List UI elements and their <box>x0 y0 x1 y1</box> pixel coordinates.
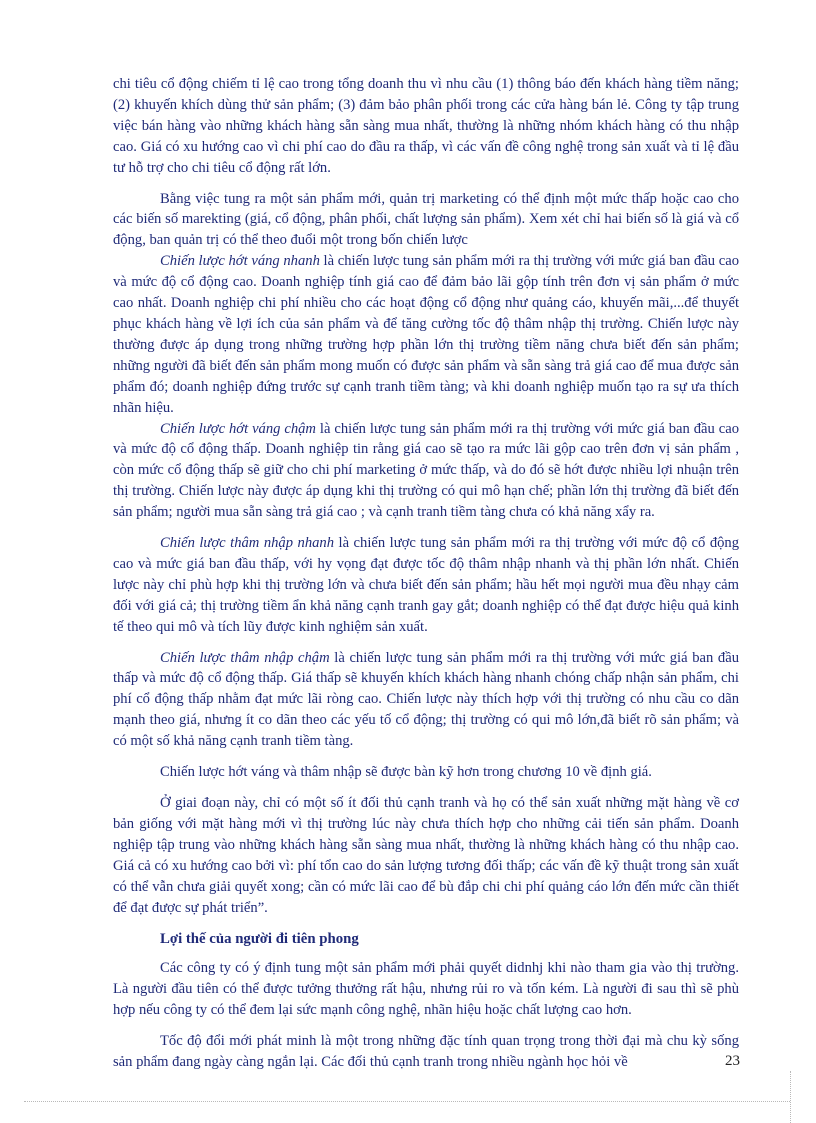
paragraph-slow-penetration <box>113 648 739 753</box>
term-rapid-skimming: Chiến lược hớt váng nhanh <box>160 253 320 270</box>
paragraph-slow-skimming <box>113 419 739 524</box>
rapid-penetration-text: là chiến lược tung sản phẩm mới ra thị trường với mức độ cổ động cao và mức giá ban đầu thấp, với hy vọng đạt được tốc độ thâm nhập nhanh và thị phần lớn nhất. Chiến lược này chỉ phù hợp khi thị trường lớn và chưa biết đến sản phẩm; hầu hết mọi người mua đều nhạy cảm đối với giá cả; thị trường tiềm ẩn khả năng cạnh tranh gay gắt; doanh nghiệp có thể đạt được hiệu quả kinh tế theo qui mô và tích lũy được kinh nghiệm sản xuất. <box>113 535 740 635</box>
term-slow-penetration: Chiến lược thâm nhập chậm <box>160 649 330 666</box>
rapid-skimming-text: là chiến lược tung sản phẩm mới ra thị trường với mức giá ban đầu cao và mức độ cổ động cao. Doanh nghiệp tính giá cao để đảm bảo lãi gộp tính trên đơn vị sản phẩm ở mức cao nhất. Doanh nghiệp chi phí nhiều cho các hoạt động cổ động như quảng cáo, khuyến mãi,...để thuyết phục khách hàng về lợi ích của sản phẩm và để tăng cường tốc độ thâm nhập thị trường. Chiến lược này thường được áp dụng trong những trường hợp phần lớn thị trường tiềm năng chưa biết đến sản phẩm; những người đã biết đến sản phẩm mong muốn có được sản phẩm và sẵn sàng trả giá cao để mua được sản phẩm đó; doanh nghiệp đứng trước sự cạnh tranh tiềm tàng; và khi doanh nghiệp muốn tạo ra sự ưa thích nhãn hiệu. <box>113 253 739 416</box>
paragraph-pioneer-advantage: Các công ty có ý định tung một sản phẩm mới phải quyết didnhj khi nào tham gia vào thị trường. Là người đầu tiên có thể được tưởng thưởng rất hậu, nhưng rủi ro và tốn kém. Là người đi sau thì sẽ phù hợp nếu công ty có thể đem lại sức mạnh công nghệ, nhãn hiệu hoặc chất lượng cao hơn. <box>113 960 739 1019</box>
paragraph-stage-description: Ở giai đoạn này, chỉ có một số ít đối thủ cạnh tranh và họ có thể sản xuất những mặt hàng về cơ bản giống với mặt hàng mới vì thị trường lúc này chưa thích hợp cho những cải tiến sản phẩm. Doanh nghiệp tập trung vào những khách hàng sẵn sàng mua nhất, thường là những khách hàng có thu nhập cao. Giá cả có xu hướng cao bởi vì: phí tổn cao do sản lượng tương đối thấp; các vấn đề kỹ thuật trong sản xuất có thể vẫn chưa giải quyết xong; cần có mức lãi cao để bù đắp chi chi phí quảng cáo lớn đến mức cần thiết để đạt được sự phát triển”. <box>113 795 739 916</box>
slow-penetration-text: là chiến lược tung sản phẩm mới ra thị trường với mức giá ban đầu thấp và mức độ cổ động thấp. Giá thấp sẽ khuyến khích khách hàng nhanh chóng chấp nhận sản phẩm, chi phí cổ động thấp nhằm đạt mức lãi ròng cao. Chiến lược này thích hợp với thị trường có nhu cầu co dãn mạnh theo giá, nhưng ít co dãn theo các yếu tố cổ động; thị trường có qui mô lớn,đã biết rõ sản phẩm; và có một số khả năng cạnh tranh tiềm tàng. <box>113 649 739 750</box>
section-heading: Lợi thế của người đi tiên phong <box>160 931 359 948</box>
document-body <box>113 74 739 1073</box>
page-number: 23 <box>725 1053 740 1069</box>
paragraph-chapter-reference: Chiến lược hớt váng và thâm nhập sẽ được bàn kỹ hơn trong chương 10 về định giá. <box>160 764 652 781</box>
paragraph-rapid-skimming <box>113 251 739 418</box>
paragraph-innovation-speed: Tốc độ đổi mới phát minh là một trong những đặc tính quan trọng trong thời đại mà chu kỳ sống sản phẩm đang ngày càng ngắn lại. Các đối thủ cạnh tranh trong nhiều ngành học hỏi về <box>113 1033 739 1070</box>
paragraph-intro-strategies: Bằng việc tung ra một sản phẩm mới, quản trị marketing có thể định một mức thấp hoặc cao cho các biến số marekting (giá, cổ động, phân phối, chất lượng sản phẩm). Xem xét chỉ hai biến số là giá và cổ động, ban quản trị có thể theo đuổi một trong bốn chiến lược <box>113 190 739 249</box>
footer-divider <box>24 1101 790 1102</box>
term-rapid-penetration: Chiến lược thâm nhập nhanh <box>160 535 335 552</box>
slow-skimming-text: là chiến lược tung sản phẩm mới ra thị trường với mức giá ban đầu cao và mức độ cổ động thấp. Doanh nghiệp tin rằng giá cao sẽ tạo ra mức lãi gộp cao trên đơn vị sản phẩm , còn mức cổ động thấp sẽ giữ cho chi phí marketing ở mức thấp, và do đó sẽ hớt được nhiều lợi nhuận trên thị trường. Chiến lược này được áp dụng khi thị trường có qui mô hạn chế; phần lớn thị trường đã biết đến sản phẩm; người mua sẵn sàng trả giá cao ; và cạnh tranh tiềm tàng chưa có khả năng xẩy ra. <box>113 420 739 521</box>
paragraph-continued: chi tiêu cổ động chiếm tỉ lệ cao trong tổng doanh thu vì nhu cầu (1) thông báo đến khách hàng tiềm năng; (2) khuyến khích dùng thử sản phẩm; (3) đảm bảo phân phối trong các cửa hàng bán lẻ. Công ty tập trung việc bán hàng vào những khách hàng sẵn sàng mua nhất, thường là những nhóm khách hàng có thu nhập cao. Giá có xu hướng cao vì chi phí cao do đầu ra thấp, vì các vấn đề công nghệ trong sản xuất và tỉ lệ đầu tư hỗ trợ cho chi tiêu cổ động rất lớn. <box>113 76 739 176</box>
paragraph-rapid-penetration <box>113 533 739 638</box>
term-slow-skimming: Chiến lược hớt váng chậm <box>160 420 316 437</box>
side-divider <box>790 1071 791 1123</box>
